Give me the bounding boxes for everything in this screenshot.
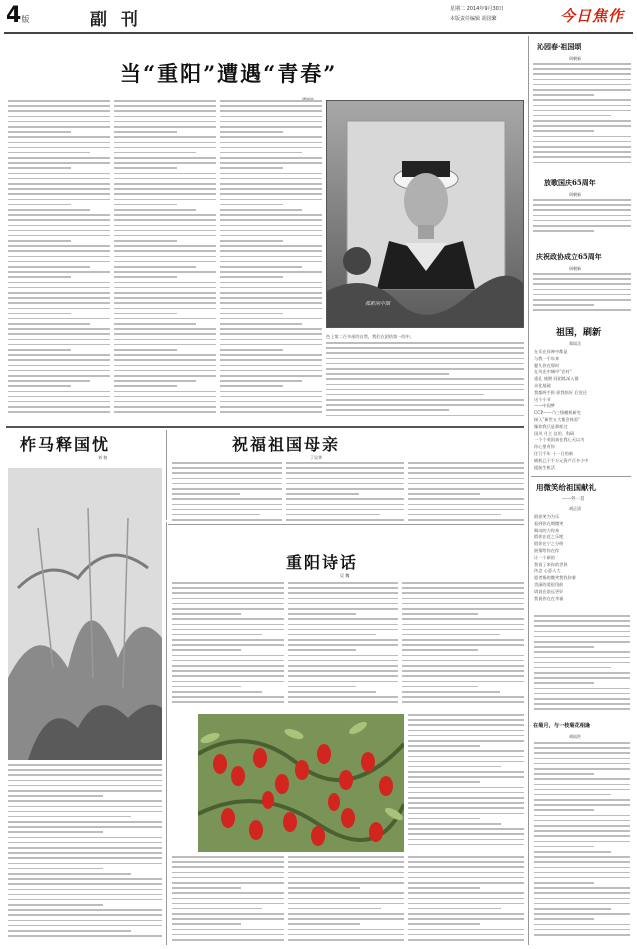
poem-right-text — [408, 714, 524, 854]
lead-headline: 当“重阳”遭遇“青春” — [120, 61, 338, 86]
sidebar-author-4: 郑雨含 — [569, 341, 581, 346]
section-title: 副 刊 — [90, 10, 142, 30]
page-number-box — [6, 4, 38, 28]
poem-line: 传念 心意人大 — [534, 568, 561, 574]
left-article-bottom-text — [8, 764, 162, 944]
sidebar-title-5: 用微笑给祖国献礼 — [536, 483, 596, 492]
berries-illustration — [198, 714, 404, 852]
lead-col-1 — [8, 100, 110, 420]
newspaper-logo: 今日焦作 — [560, 7, 625, 25]
sidebar-text-6 — [534, 742, 630, 942]
poem-line: ——中国梦 — [534, 403, 555, 409]
sidebar-poem-2 — [534, 514, 630, 614]
poem-author: 吴 魏 — [340, 573, 350, 578]
lead-col-3 — [220, 100, 322, 420]
header-rule — [4, 32, 633, 34]
section-rule-2 — [168, 524, 524, 525]
poem-line: 展情给你在你 — [534, 547, 560, 553]
page-label: 版 — [21, 15, 30, 24]
poem-line: CCP——乃三级模机研究 — [534, 410, 581, 416]
poem-line: 在乐在祥神中都是 — [534, 349, 568, 354]
right-article-title: 祝福祖国母亲 — [232, 435, 341, 454]
poem-line: 这个小节 — [534, 396, 551, 402]
right-article-col-1 — [172, 462, 282, 522]
poem-line: 我都两手抓 原我抓好 后党还 — [534, 389, 587, 395]
sidebar-rule — [531, 476, 631, 477]
poem-line: 像你我只是那样过 — [534, 423, 568, 429]
poem-line: 让一个新的 — [534, 554, 555, 560]
poem-line: 提前生机活 — [534, 464, 555, 470]
poem-line: 我说你在在幸福 — [534, 595, 564, 601]
sidebar-title-1: 沁园春·祖国颂 — [537, 42, 582, 51]
poem-line: 愿者指的微笑我找你着 — [534, 575, 576, 581]
lead-caption-lines — [326, 342, 524, 420]
editor-line: 本版责任编辑 胡国繁 — [450, 16, 497, 22]
sidebar-text-2 — [533, 199, 631, 235]
poem-line: 重孔 使期 同团练深入群 — [534, 376, 579, 382]
poem-col-1 — [172, 582, 284, 710]
sidebar-subtitle-5: ——外一首 — [562, 497, 585, 502]
right-article-author: 丁吴华 — [310, 455, 322, 460]
poem-line: 你心里有你 — [534, 444, 555, 450]
section-rule-1 — [6, 426, 524, 428]
sidebar-text-5 — [534, 615, 630, 715]
sidebar-title-6: 在菊月，与一枝菊花相逢 — [533, 723, 591, 729]
poem-line: 假你在花之乐吧 — [534, 534, 564, 540]
poem-line: 任行千年 十一日的新 — [534, 450, 574, 456]
sidebar-text-1 — [533, 63, 631, 167]
left-article-image — [8, 468, 162, 760]
poem-line: 铺机已于千万元资产百多小中 — [534, 457, 589, 463]
right-article-col-3 — [408, 462, 524, 522]
left-article-author: 刘 柏 — [98, 455, 108, 460]
sidebar-author-3: 周朝新 — [569, 266, 581, 271]
goji-berry-photo — [198, 714, 404, 852]
poem-line: 请说在说远更好 — [534, 588, 564, 594]
right-article-col-2 — [286, 462, 404, 522]
photo-caption-text: 色上第二百多部的自然，我们在团结第一的中。 — [326, 334, 414, 339]
poem-line: 假你笑为为乐 — [534, 514, 560, 519]
poem-line: 众化基础 — [534, 382, 551, 388]
poem-line: 一个个英国真在我心无以为 — [534, 437, 585, 443]
mid-divider — [166, 430, 167, 520]
left-article-title: 柞马释国忧 — [20, 435, 111, 454]
lead-photo — [326, 100, 524, 328]
poem-bottom-col-3 — [408, 856, 524, 944]
sidebar-title-3: 庆祝政协成立65周年 — [536, 252, 602, 261]
sidebar-author-6: 胡雨洪 — [569, 734, 581, 739]
sidebar-author-1: 周朝新 — [569, 56, 581, 61]
sidebar-text-3 — [533, 273, 631, 315]
poem-left-divider — [166, 522, 167, 945]
poem-line: 与我一千年来 — [534, 355, 560, 361]
sidebar-author-2: 周朝新 — [569, 192, 581, 197]
date-line: 星期二 2014年9月30日 — [450, 6, 504, 12]
poem-bottom-col-2 — [288, 856, 404, 944]
poem-line: 假你在宁之分明 — [534, 541, 564, 547]
poem-col-3 — [402, 582, 524, 710]
page-number: 4 — [6, 3, 22, 28]
plant-photo-illustration — [8, 468, 162, 760]
poem-line: 看到你在期微笑 — [534, 520, 564, 526]
sidebar-author-5: 胡正清 — [569, 506, 581, 511]
poem-line: 接入“新世五大集会体验” — [534, 416, 581, 422]
poem-line: 在风光中城中“农村” — [534, 369, 572, 375]
poem-line: 国风 月主 仪用、科研 — [534, 430, 575, 436]
poem-line: 喝动的力你来 — [534, 527, 560, 533]
poem-line: 婴儿你在那时 — [534, 362, 560, 368]
sailor-portrait-illustration — [327, 101, 524, 328]
sidebar-title-2: 放歌国庆65周年 — [544, 178, 596, 187]
poem-bottom-col-1 — [172, 856, 284, 944]
poem-title: 重阳诗话 — [286, 553, 359, 572]
sidebar-title-4: 祖国，刷新 — [556, 328, 602, 338]
poem-line: 美丽的爱很用前 — [534, 581, 564, 587]
sidebar-divider — [528, 36, 529, 945]
photo-caption: 孤影闲中图 — [365, 301, 391, 307]
sidebar-poem-1 — [534, 349, 630, 475]
lead-col-2 — [114, 100, 216, 420]
poem-line: 我说了来你的世界 — [534, 561, 568, 567]
poem-col-2 — [288, 582, 398, 710]
